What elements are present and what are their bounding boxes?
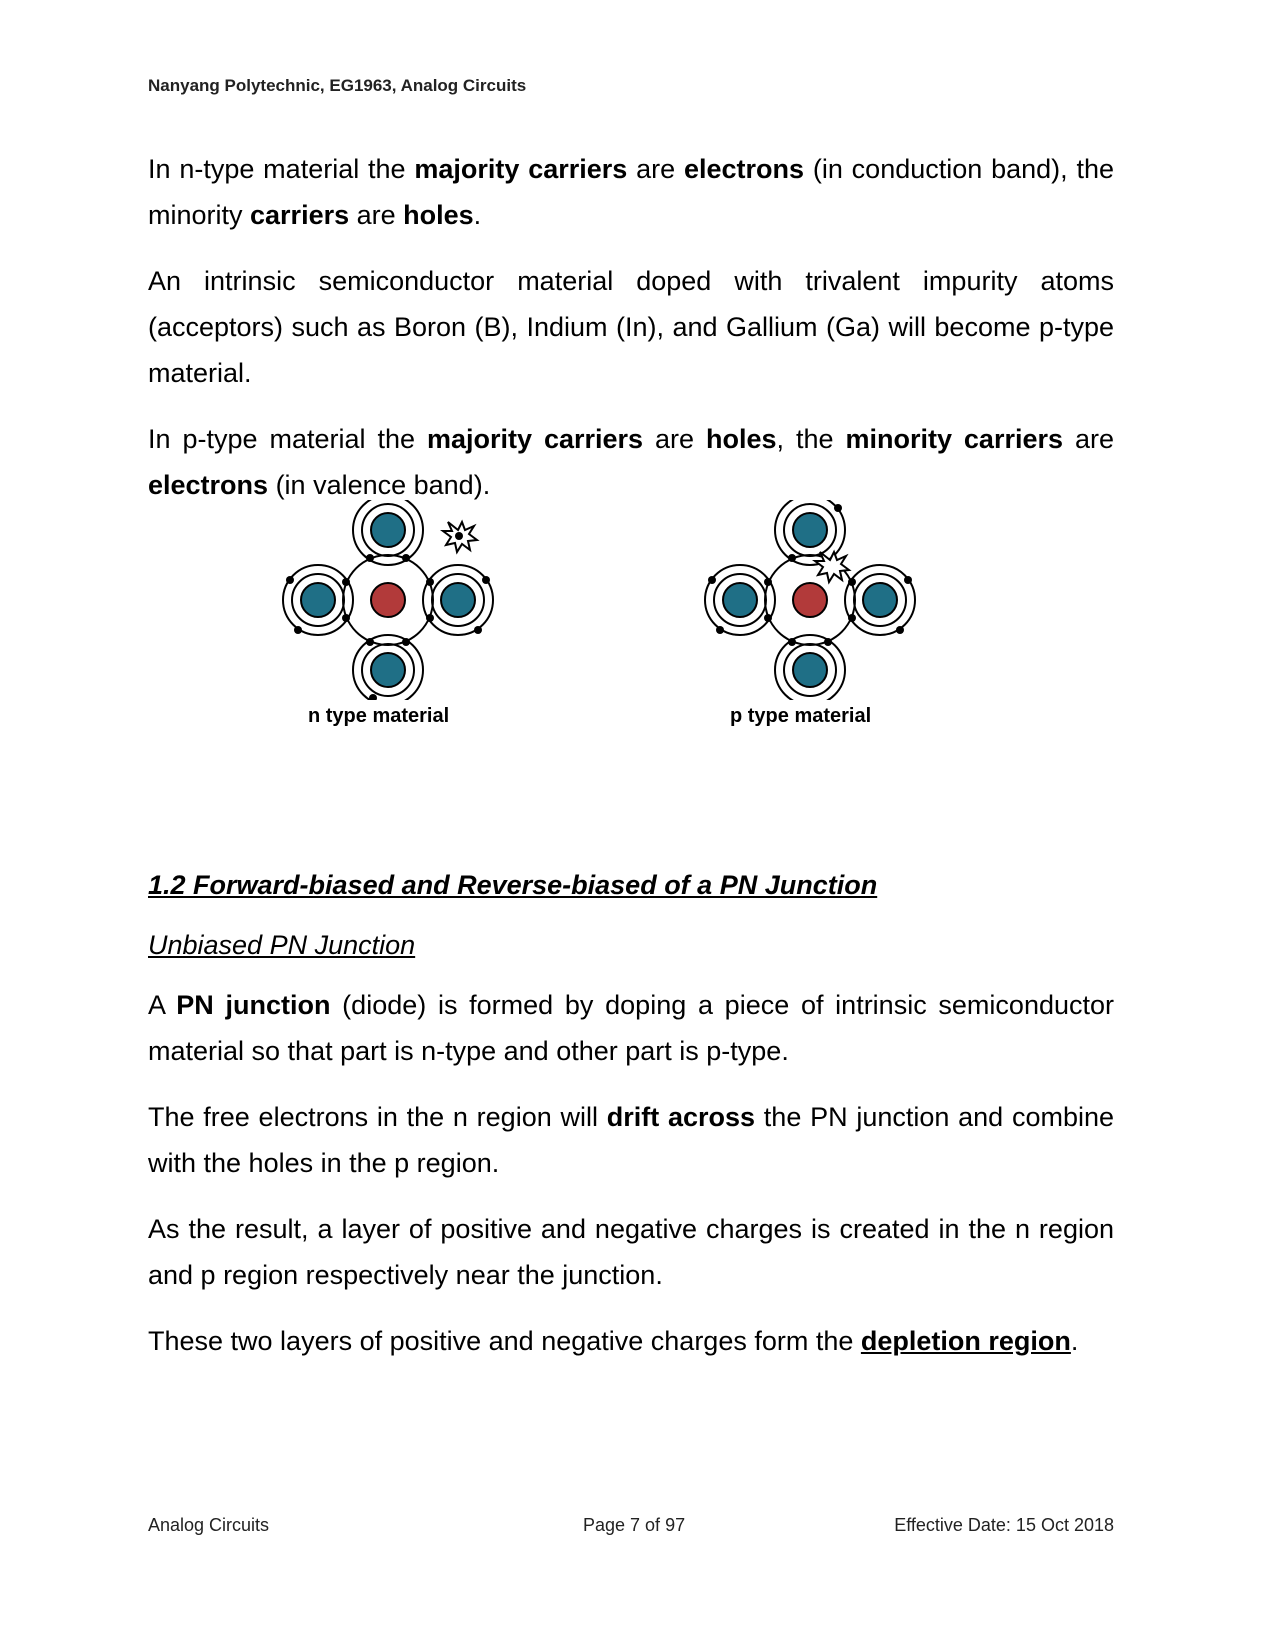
- section-heading: 1.2 Forward-biased and Reverse-biased of a PN Junction: [148, 870, 878, 900]
- text: , the: [776, 424, 846, 454]
- text: In p-type material the: [148, 424, 427, 454]
- text: are: [643, 424, 706, 454]
- text: In n-type material the: [148, 154, 415, 184]
- depletion-region-term: depletion region: [860, 1326, 1071, 1356]
- bold-term: carriers: [250, 200, 350, 230]
- page-content: [148, 146, 1114, 1384]
- text: (in valence band).: [268, 470, 491, 500]
- paragraph-charges: [148, 1206, 1114, 1298]
- text: are: [1063, 424, 1114, 454]
- p-type-caption: p type material: [730, 705, 872, 727]
- text: .: [473, 200, 482, 230]
- page-header: Nanyang Polytechnic, EG1963, Analog Circuits: [148, 76, 527, 95]
- subsection-heading: Unbiased PN Junction: [148, 930, 416, 960]
- text: A: [148, 990, 177, 1020]
- text: (in conduction band), the minority: [148, 154, 1114, 230]
- n-type-figure: [278, 500, 498, 727]
- footer-left: Analog Circuits: [148, 1515, 270, 1535]
- bold-term: electrons: [683, 154, 805, 184]
- p-type-figure: [700, 500, 920, 727]
- bold-term: PN junction: [176, 990, 331, 1020]
- text: (diode) is formed by doping a piece of intrinsic semiconductor material so that part is n-type and other part is p-type.: [148, 990, 1114, 1066]
- paragraph-n-type: [148, 146, 1114, 238]
- text: The free electrons in the n region will: [148, 1102, 607, 1132]
- bold-term: drift across: [606, 1102, 756, 1132]
- bold-term: majority carriers: [414, 154, 628, 184]
- text: are: [627, 154, 684, 184]
- bold-term: majority carriers: [426, 424, 644, 454]
- paragraph-p-type: [148, 416, 1114, 508]
- footer-effective-date: Effective Date: 15 Oct 2018: [894, 1515, 1114, 1535]
- atom-figures: [148, 500, 1114, 812]
- text: the PN junction and combine with the holes in the p region.: [148, 1102, 1115, 1178]
- text: .: [1070, 1326, 1079, 1356]
- bold-term: holes: [705, 424, 777, 454]
- text: are: [349, 200, 404, 230]
- n-type-atom-diagram: [278, 500, 498, 700]
- footer-page-number: Page 7 of 97: [583, 1515, 686, 1535]
- text: As the result, a layer of positive and negative charges is created in the n region and p region respectively near the junction.: [148, 1214, 1114, 1290]
- bold-term: minority carriers: [845, 424, 1064, 454]
- paragraph-p-type-doping: [148, 258, 1114, 396]
- text: An intrinsic semiconductor material doped with trivalent impurity atoms (acceptors) such as Boron (B), Indium (In), and Gallium (Ga) will become p-type material.: [148, 266, 1114, 388]
- p-type-atom-diagram: [700, 500, 920, 700]
- text: These two layers of positive and negative charges form the: [148, 1326, 861, 1356]
- bold-term: holes: [403, 200, 474, 230]
- paragraph-drift: [148, 1094, 1114, 1186]
- bold-term: electrons: [148, 470, 269, 500]
- n-type-caption: n type material: [308, 705, 450, 727]
- paragraph-depletion: [148, 1318, 1114, 1364]
- paragraph-pn-junction: [148, 982, 1114, 1074]
